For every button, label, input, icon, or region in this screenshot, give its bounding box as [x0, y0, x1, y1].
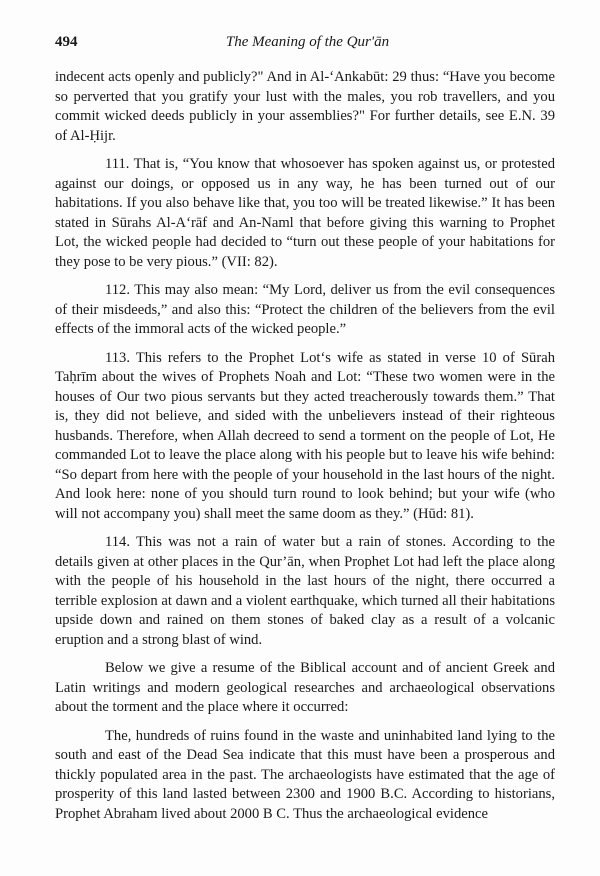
- note-113: 113. This refers to the Prophet Lot‘s wife as stated in verse 10 of Sūrah Taḥrīm about the wives of Prophets Noah and Lot: “These two women were in the houses of Our two pious servants but they acted treacherously towards them.” That is, they did not believe, and sided with the unbelievers instead of their righteous husbands. Therefore, when Allah decreed to send a torment on the people of Lot, He commanded Lot to leave the place along with his people but to leave his wife behind: “So depart from here with the people of your household in the last hours of the night. And look here: none of you should turn round to look behind; but your wife (who will not accompany you) shall meet the same doom as they.” (Hūd: 81).: [55, 349, 555, 522]
- paragraph-continuation: indecent acts openly and publicly?" And in Al-‘Ankabūt: 29 thus: “Have you become so perverted that you gratify your lust with the males, you rob travellers, and you commit wicked deeds publicly in your assemblies?" For further details, see E.N. 39 of Al-Ḥijr.: [55, 69, 555, 144]
- running-title: The Meaning of the Qur'ān: [225, 34, 390, 50]
- page-number: 494: [55, 34, 78, 50]
- note-112: 112. This may also mean: “My Lord, deliver us from the evil consequences of their misdeeds,” and also this: “Protect the children of the believers from the evil effects of the immoral acts of the wicked people.”: [55, 282, 555, 337]
- note-111: 111. That is, “You know that whosoever has spoken against us, or protested against our doings, or opposed us in any way, he has been turned out of our habitations. If you also behave like that, you too will be treated likewise.” It has been stated in Sūrahs Al-A‘rāf and An-Naml that before giving this warning to Prophet Lot, the wicked people had decided to “turn out these people of your habitations for they pose to be very pious.” (VII: 82).: [55, 156, 555, 270]
- note-114: 114. This was not a rain of water but a rain of stones. According to the details given at other places in the Qur’ān, when Prophet Lot had left the place along with the people of his household in the last hours of the night, there occurred a terrible explosion at dawn and a violent earthquake, which turned all their habitations upside down and rained on them stones of baked clay as a result of a volcanic eruption and a strong blast of wind.: [55, 534, 555, 648]
- paragraph-archaeology: The, hundreds of ruins found in the waste and uninhabited land lying to the south and east of the Dead Sea indicate that this must have been a prosperous and thickly populated area in the past. The archaeologists have estimated that the age of prosperity of this land lasted between 2300 and 1900 B.C. According to historians, Prophet Abraham lived about 2000 B C. Thus the archaeological evidence: [55, 727, 555, 822]
- page-body: [55, 68, 555, 833]
- paragraph-resume-intro: Below we give a resume of the Biblical account and of ancient Greek and Latin writings and modern geological researches and archaeological observations about the torment and the place where it occurred:: [55, 660, 555, 715]
- page-header: [55, 34, 560, 56]
